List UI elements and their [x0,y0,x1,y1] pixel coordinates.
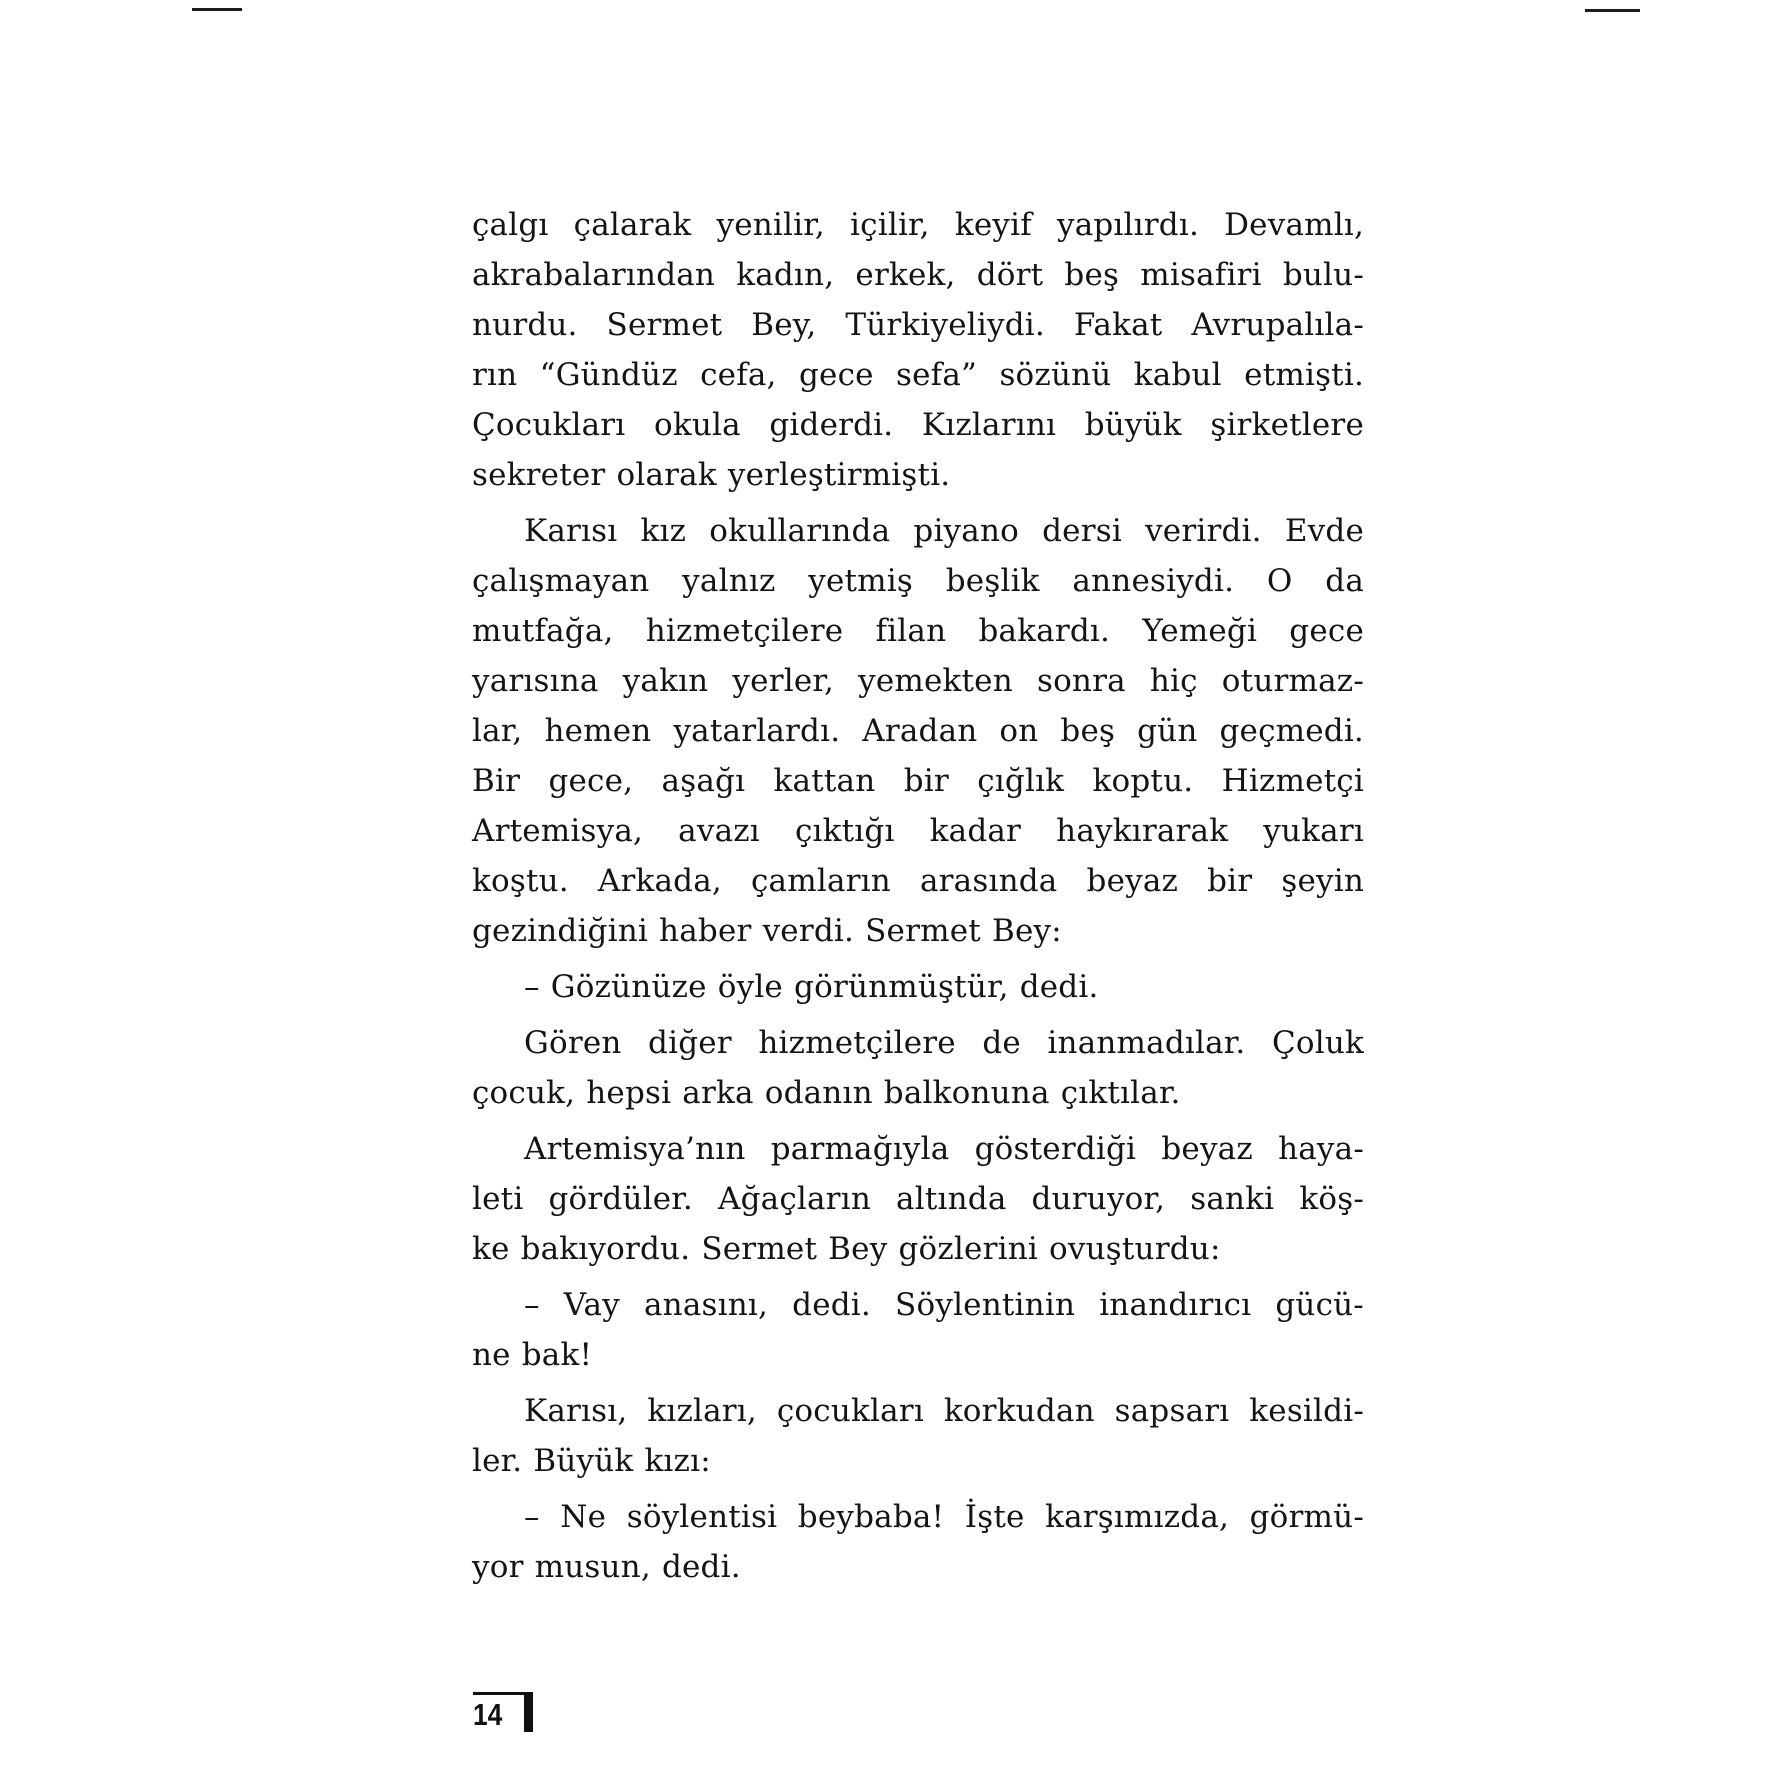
text-line: nurdu. Sermet Bey, Türkiyeliydi. Fakat Avrupalıla- [472,307,1364,343]
text-line: Karısı kız okullarında piyano dersi verirdi. Evde [524,513,1364,549]
paragraph [472,1280,1364,1380]
text-line: – Ne söylentisi beybaba! İşte karşımızda, görmü- [524,1499,1364,1535]
text-line: Çocukları okula giderdi. Kızlarını büyük şirketlere [472,407,1364,443]
text-line: akrabalarından kadın, erkek, dört beş misafiri bulu- [472,257,1364,293]
page-number: 14 [473,1697,503,1732]
paragraph [472,1386,1364,1486]
text-line: sekreter olarak yerleştirmişti. [472,457,951,493]
page-text [472,200,1364,1592]
paragraph [472,1018,1364,1118]
text-line: – Vay anasını, dedi. Söylentinin inandırıcı gücü- [524,1287,1364,1323]
text-line: rın “Gündüz cefa, gece sefa” sözünü kabul etmişti. [472,357,1364,393]
text-line: leti gördüler. Ağaçların altında duruyor, sanki köş- [472,1181,1364,1217]
text-line: Artemisya, avazı çıktığı kadar haykırarak yukarı [472,813,1364,849]
text-line: Artemisya’nın parmağıyla gösterdiği beyaz haya- [524,1131,1364,1167]
text-line: Bir gece, aşağı kattan bir çığlık koptu. Hizmetçi [472,763,1364,799]
top-left-trim-mark [192,8,242,11]
text-line: mutfağa, hizmetçilere filan bakardı. Yemeği gece [472,613,1364,649]
text-line: koştu. Arkada, çamların arasında beyaz bir şeyin [472,863,1364,899]
text-line: yarısına yakın yerler, yemekten sonra hiç oturmaz- [472,663,1364,699]
text-line: ne bak! [472,1337,593,1373]
text-line: çocuk, hepsi arka odanın balkonuna çıktılar. [472,1075,1181,1111]
text-line: gezindiğini haber verdi. Sermet Bey: [472,913,1062,949]
text-line: yor musun, dedi. [472,1549,741,1585]
paragraph [472,1124,1364,1274]
paragraph [472,506,1364,956]
text-line: Gören diğer hizmetçilere de inanmadılar. Çoluk [524,1025,1364,1061]
paragraph [472,962,1364,1012]
text-line: lar, hemen yatarlardı. Aradan on beş gün geçmedi. [472,713,1364,749]
text-line: – Gözünüze öyle görünmüştür, dedi. [524,969,1099,1005]
text-line: Karısı, kızları, çocukları korkudan sapsarı kesildi- [524,1393,1364,1429]
paragraph [472,1492,1364,1592]
top-right-trim-mark [1585,9,1640,12]
paragraph [472,200,1364,500]
text-line: ke bakıyordu. Sermet Bey gözlerini ovuşturdu: [472,1231,1221,1267]
text-line: ler. Büyük kızı: [472,1443,711,1479]
text-line: çalışmayan yalnız yetmiş beşlik annesiydi. O da [472,563,1364,599]
text-line: çalgı çalarak yenilir, içilir, keyif yapılırdı. Devamlı, [472,207,1364,243]
page-number-bar [524,1692,533,1732]
